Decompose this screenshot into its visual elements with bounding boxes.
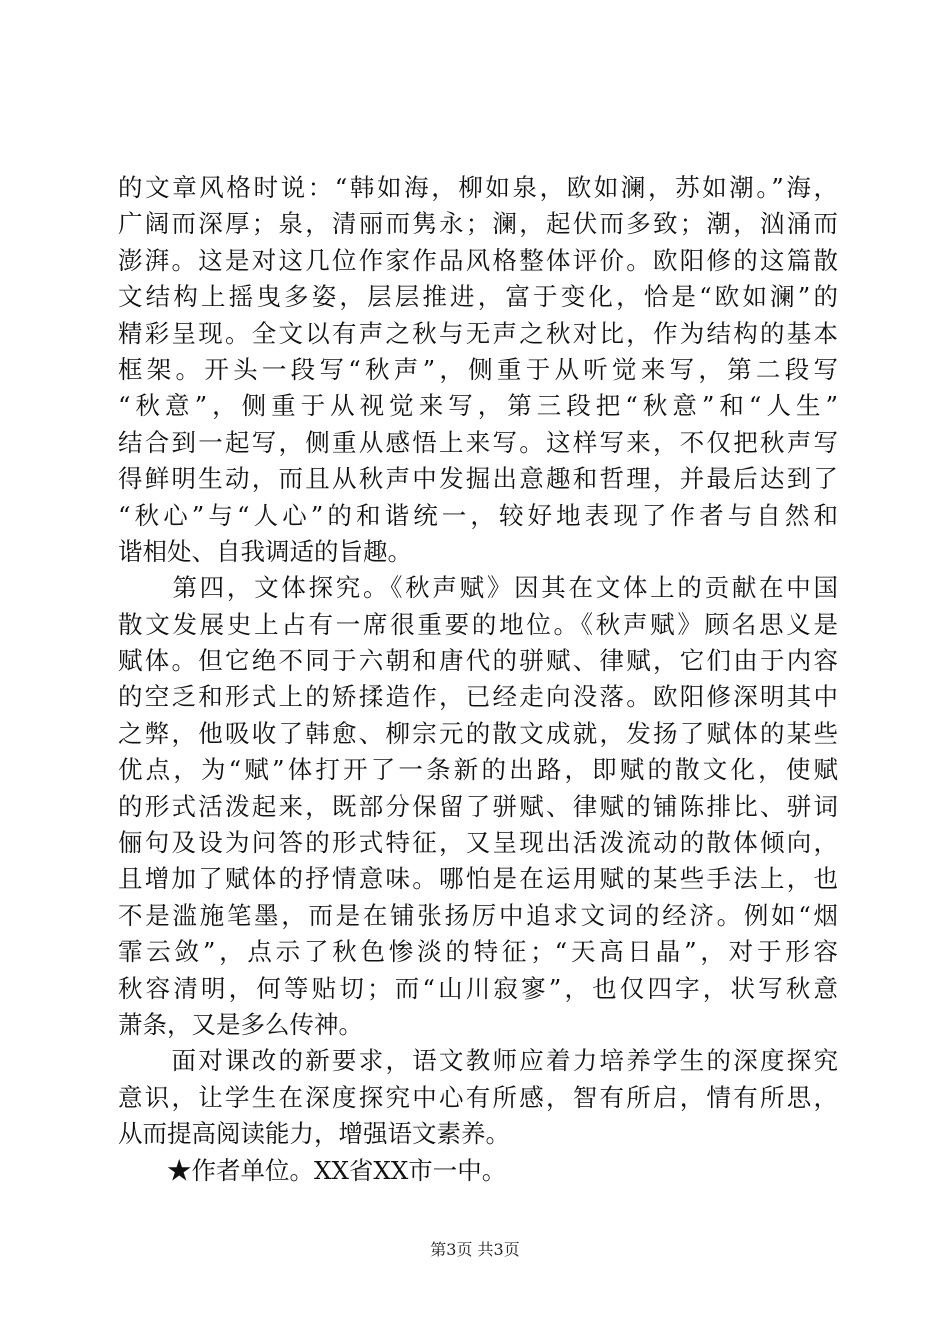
body-text <box>118 170 838 1189</box>
text-line: 萧条，又是多么传神。 <box>118 1009 363 1039</box>
text-line: 框架。开头一段写“秋声”，侧重于从听觉来写，第二段写 <box>118 354 838 384</box>
text-line: ★作者单位。XX省XX市一中。 <box>118 1155 507 1185</box>
text-line: 散文发展史上占有一席很重要的地位。《秋声赋》顾名思义是 <box>118 609 838 639</box>
text-line: “秋意”，侧重于从视觉来写，第三段把“秋意”和“人生” <box>118 391 838 421</box>
text-line: 意识，让学生在深度探究中心有所感，智有所启，情有所思， <box>118 1082 838 1112</box>
text-line: 得鲜明生动，而且从秋声中发掘出意趣和哲理，并最后达到了 <box>118 464 838 494</box>
text-line: 澎湃。这是对这几位作家作品风格整体评价。欧阳修的这篇散 <box>118 245 838 275</box>
text-line: 精彩呈现。全文以有声之秋与无声之秋对比，作为结构的基本 <box>118 318 838 348</box>
text-line: 之弊，他吸收了韩愈、柳宗元的散文成就，发扬了赋体的某些 <box>118 718 838 748</box>
text-line: 不是滥施笔墨，而是在铺张扬厉中追求文词的经济。例如“烟 <box>118 900 838 930</box>
text-line: 从而提高阅读能力，增强语文素养。 <box>118 1119 510 1149</box>
page-footer: 第3页 共3页 <box>430 1240 520 1259</box>
text-line: 广阔而深厚；泉，清丽而隽永；澜，起伏而多致；潮，汹涌而 <box>118 209 838 239</box>
text-line: 的空乏和形式上的矫揉造作，已经走向没落。欧阳修深明其中 <box>118 682 838 712</box>
text-line: 优点，为“赋”体打开了一条新的出路，即赋的散文化，使赋 <box>118 755 838 785</box>
text-line: 结合到一起写，侧重从感悟上来写。这样写来，不仅把秋声写 <box>118 427 838 457</box>
text-line: 且增加了赋体的抒情意味。哪怕是在运用赋的某些手法上，也 <box>118 864 838 894</box>
text-line: 谐相处、自我调适的旨趣。 <box>118 536 412 566</box>
text-line: 的文章风格时说：“韩如海，柳如泉，欧如澜，苏如潮。”海， <box>118 173 838 202</box>
text-line: “秋心”与“人心”的和谐统一，较好地表现了作者与自然和 <box>118 500 838 530</box>
text-line: 文结构上摇曳多姿，层层推进，富于变化，恰是“欧如澜”的 <box>118 282 838 312</box>
text-line: 赋体。但它绝不同于六朝和唐代的骈赋、律赋，它们由于内容 <box>118 646 838 676</box>
text-line: 霏云敛”，点示了秋色惨淡的特征；“天高日晶”，对于形容 <box>118 937 838 967</box>
text-line: 秋容清明，何等贴切；而“山川寂寥”，也仅四字，状写秋意 <box>118 973 838 1003</box>
text-line: 面对课改的新要求，语文教师应着力培养学生的深度探究 <box>118 1046 838 1076</box>
text-line: 的形式活泼起来，既部分保留了骈赋、律赋的铺陈排比、骈词 <box>118 791 838 821</box>
text-line: 俪句及设为问答的形式特征，又呈现出活泼流动的散体倾向， <box>118 828 838 858</box>
text-line: 第四，文体探究。《秋声赋》因其在文体上的贡献在中国 <box>118 573 838 603</box>
